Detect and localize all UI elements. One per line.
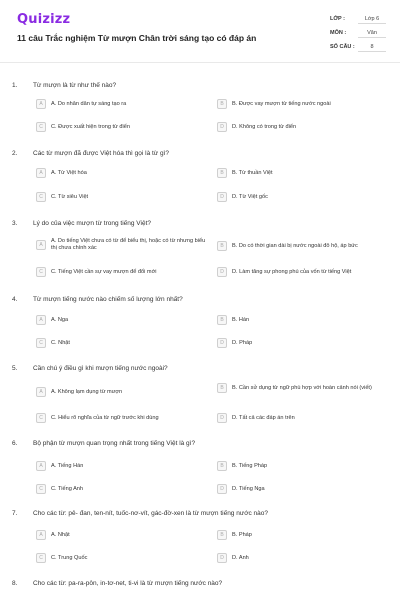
- question-text: Từ mượn là từ như thế nào?: [33, 82, 117, 89]
- option-text: C. Trung Quốc: [51, 554, 88, 561]
- option-a[interactable]: [36, 168, 214, 178]
- page-title: 11 câu Trắc nghiệm Từ mượn Chân trời sáng tạo có đáp án: [17, 33, 257, 43]
- option-text: C. Tiếng Anh: [51, 485, 84, 492]
- option-b[interactable]: [217, 383, 395, 393]
- option-text: A. Không lạm dụng từ mượn: [51, 388, 123, 395]
- option-text: B. Cần sử dụng từ ngữ phù hợp với hoàn cảnh nói (viết): [232, 384, 372, 391]
- option-letter-box: A: [36, 387, 46, 397]
- option-text: D. Từ Việt gốc: [232, 193, 268, 200]
- option-text: C. Từ siêu Việt: [51, 193, 89, 200]
- meta-row-count: [330, 40, 386, 54]
- option-d[interactable]: [217, 267, 395, 277]
- option-text: A. Nga: [51, 316, 69, 323]
- option-text: B. Hán: [232, 316, 250, 323]
- option-text: A. Tiếng Hán: [51, 462, 84, 469]
- option-letter-box: A: [36, 168, 46, 178]
- option-c[interactable]: [36, 122, 214, 132]
- option-b[interactable]: [217, 461, 395, 471]
- option-text: C. Hiểu rõ nghĩa của từ ngữ trước khi dùng: [51, 414, 159, 421]
- option-a[interactable]: [36, 461, 214, 471]
- question-text: Cho các từ: pê- đan, ten-nít, tuốc-nơ-vít, gác-đờ-xen là từ mượn tiếng nước nào?: [33, 510, 268, 517]
- option-text: A. Do tiếng Việt chưa có từ để biểu thị, hoặc có từ nhưng biểu thị chưa chính xác: [51, 238, 206, 251]
- header-divider: [0, 62, 400, 63]
- option-text: D. Không có trong từ điển: [232, 123, 297, 130]
- option-letter-box: B: [217, 383, 227, 393]
- meta-value: Lớp 6: [358, 14, 386, 24]
- option-a[interactable]: [36, 530, 214, 540]
- option-d[interactable]: [217, 413, 395, 423]
- option-text: A. Từ Việt hóa: [51, 169, 87, 176]
- option-letter-box: B: [217, 315, 227, 325]
- question-number: 3.: [12, 220, 18, 227]
- option-letter-box: D: [217, 338, 227, 348]
- option-c[interactable]: [36, 267, 214, 277]
- option-letter-box: D: [217, 267, 227, 277]
- option-letter-box: C: [36, 267, 46, 277]
- option-letter-box: D: [217, 192, 227, 202]
- question-number: 6.: [12, 440, 18, 447]
- option-d[interactable]: [217, 484, 395, 494]
- option-letter-box: D: [217, 413, 227, 423]
- option-text: B. Được vay mượn từ tiếng nước ngoài: [232, 100, 331, 107]
- question-number: 8.: [12, 580, 18, 587]
- question-text: Các từ mượn đã được Việt hóa thì gọi là từ gì?: [33, 150, 170, 157]
- meta-value: Văn: [358, 28, 386, 38]
- option-text: D. Làm tăng sự phong phú của vốn từ tiếng Việt: [232, 268, 352, 275]
- option-b[interactable]: [217, 241, 395, 251]
- option-c[interactable]: [36, 338, 214, 348]
- option-text: C. Nhật: [51, 339, 70, 346]
- quizizz-logo[interactable]: Quizizz: [17, 12, 71, 27]
- meta-row-grade: [330, 12, 386, 26]
- question-text: Lý do của việc mượn từ trong tiếng Việt?: [33, 220, 151, 227]
- question-number: 2.: [12, 150, 18, 157]
- option-letter-box: A: [36, 99, 46, 109]
- option-text: B. Pháp: [232, 531, 252, 538]
- option-b[interactable]: [217, 99, 395, 109]
- option-c[interactable]: [36, 192, 214, 202]
- option-text: B. Do có thời gian dài bị nước ngoài đô hộ, áp bức: [232, 242, 358, 249]
- option-a[interactable]: [36, 238, 214, 252]
- option-letter-box: B: [217, 241, 227, 251]
- meta-label: SỐ CÂU :: [330, 44, 355, 50]
- meta-label: MÔN :: [330, 30, 347, 36]
- question-text: Bộ phận từ mượn quan trọng nhất trong tiếng Việt là gì?: [33, 440, 196, 447]
- option-letter-box: B: [217, 99, 227, 109]
- option-text: D. Tất cả các đáp án trên: [232, 414, 295, 421]
- option-d[interactable]: [217, 553, 395, 563]
- option-letter-box: B: [217, 168, 227, 178]
- question-number: 7.: [12, 510, 18, 517]
- option-b[interactable]: [217, 168, 395, 178]
- option-letter-box: C: [36, 338, 46, 348]
- option-letter-box: C: [36, 413, 46, 423]
- option-d[interactable]: [217, 338, 395, 348]
- option-letter-box: A: [36, 530, 46, 540]
- option-letter-box: C: [36, 192, 46, 202]
- option-letter-box: C: [36, 553, 46, 563]
- meta-label: LỚP :: [330, 16, 345, 22]
- question-number: 5.: [12, 365, 18, 372]
- option-c[interactable]: [36, 413, 214, 423]
- option-text: B. Tiếng Pháp: [232, 462, 268, 469]
- option-text: D. Anh: [232, 554, 249, 561]
- option-letter-box: A: [36, 315, 46, 325]
- option-text: B. Từ thuần Việt: [232, 169, 273, 176]
- question-text: Từ mượn tiếng nước nào chiếm số lượng lớn nhất?: [33, 296, 183, 303]
- option-c[interactable]: [36, 484, 214, 494]
- option-a[interactable]: [36, 315, 214, 325]
- option-text: A. Do nhân dân tự sáng tạo ra: [51, 100, 127, 107]
- option-c[interactable]: [36, 553, 214, 563]
- option-letter-box: D: [217, 484, 227, 494]
- option-b[interactable]: [217, 315, 395, 325]
- option-text: D. Tiếng Nga: [232, 485, 265, 492]
- option-letter-box: B: [217, 461, 227, 471]
- option-d[interactable]: [217, 122, 395, 132]
- worksheet-header: [0, 0, 400, 62]
- meta-row-subject: [330, 26, 386, 40]
- question-number: 4.: [12, 296, 18, 303]
- question-number: 1.: [12, 82, 18, 89]
- option-text: D. Pháp: [232, 339, 253, 346]
- option-b[interactable]: [217, 530, 395, 540]
- option-text: A. Nhật: [51, 531, 70, 538]
- option-letter-box: C: [36, 122, 46, 132]
- option-letter-box: C: [36, 484, 46, 494]
- option-letter-box: D: [217, 553, 227, 563]
- option-text: C. Được xuất hiện trong từ điển: [51, 123, 130, 130]
- option-text: C. Tiếng Việt cần sự vay mượn để đổi mới: [51, 268, 157, 275]
- worksheet-meta: [330, 12, 386, 54]
- option-letter-box: A: [36, 461, 46, 471]
- question-text: Cho các từ: pa-ra-pôn, in-tơ-net, ti-vi là từ mượn tiếng nước nào?: [33, 580, 223, 587]
- option-a[interactable]: [36, 387, 214, 397]
- option-letter-box: D: [217, 122, 227, 132]
- question-text: Cần chú ý điều gì khi mượn tiếng nước ngoài?: [33, 365, 168, 372]
- option-letter-box: A: [36, 240, 46, 250]
- option-a[interactable]: [36, 99, 214, 109]
- option-d[interactable]: [217, 192, 395, 202]
- option-letter-box: B: [217, 530, 227, 540]
- meta-value: 8: [358, 42, 386, 52]
